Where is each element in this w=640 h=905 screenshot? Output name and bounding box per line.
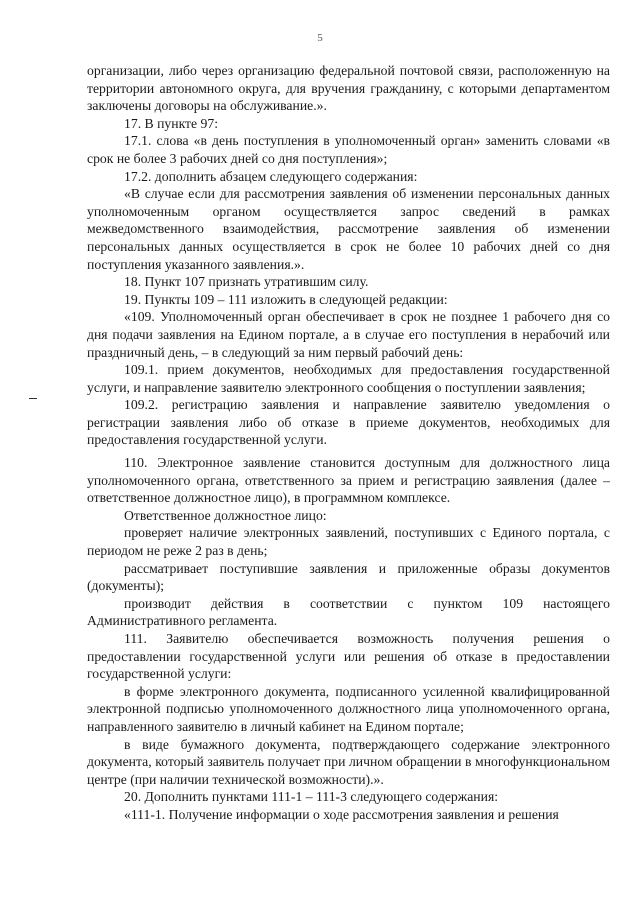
- scan-artifact-mark: [29, 398, 37, 399]
- page-number: 5: [317, 32, 323, 44]
- paragraph-item-19: 19. Пункты 109 – 111 изложить в следующей редакции:: [124, 291, 448, 307]
- paragraph-item-109-2: 109.2. регистрацию заявления и направление заявителю уведомления о регистрации заявления либо об отказе в приеме документов, необходимых для предоставления государственной услуги.: [87, 397, 610, 448]
- paragraph-item-20: 20. Дополнить пунктами 111-1 – 111-3 следующего содержания:: [124, 789, 499, 805]
- paragraph-checks-applications: проверяет наличие электронных заявлений, поступивших с Единого портала, с периодом не реже 2 раз в день;: [87, 525, 610, 559]
- paragraph-item-111-1: «111-1. Получение информации о ходе рассмотрения заявления и решения: [124, 806, 559, 822]
- paragraph-paper-form: в виде бумажного документа, подтверждающего содержание электронного документа, который заявитель получает при личном обращении в многофункциональном центре (при наличии технической возможности).».: [87, 736, 610, 787]
- paragraph-quote-personal-data: «В случае если для рассмотрения заявления об изменении персональных данных уполномоченным органом осуществляется запрос сведений в рамках межведомственного взаимодействия, рассмотрение заявления об изменении персональных данных осуществляется в срок не более 10 рабочих дней со дня поступления указанного заявления.».: [87, 186, 610, 272]
- paragraph-reviews-applications: рассматривает поступившие заявления и приложенные образы документов (документы);: [87, 560, 610, 594]
- paragraph-item-17-2: 17.2. дополнить абзацем следующего содержания:: [124, 168, 418, 184]
- paragraph-item-110: 110. Электронное заявление становится доступным для должностного лица уполномоченного органа, ответственного за прием и регистрацию заявления (далее – ответственное должностное лицо), в программном комплексе.: [87, 455, 610, 506]
- document-body: [87, 62, 610, 824]
- paragraph-item-17: 17. В пункте 97:: [124, 115, 219, 131]
- paragraph-item-109: «109. Уполномоченный орган обеспечивает в срок не позднее 1 рабочего дня со дня подачи заявления на Едином портале, а в случае его поступления в нерабочий или праздничный день, – в следующий за ним первый рабочий день:: [87, 309, 610, 360]
- paragraph-item-109-1: 109.1. прием документов, необходимых для предоставления государственной услуги, и направление заявителю электронного сообщения о поступлении заявления;: [87, 362, 610, 395]
- paragraph-item-17-1: 17.1. слова «в день поступления в уполномоченный орган» заменить словами «в срок не более 3 рабочих дней со дня поступления»;: [87, 133, 610, 166]
- paragraph-item-111: 111. Заявителю обеспечивается возможность получения решения о предоставлении государственной услуги или решения об отказе в предоставлении государственной услуги:: [87, 631, 610, 682]
- paragraph-responsible-official: Ответственное должностное лицо:: [124, 507, 327, 523]
- paragraph-electronic-form: в форме электронного документа, подписанного усиленной квалифицированной электронной подписью уполномоченного должностного лица уполномоченного органа, направленного заявителю в личный кабинет на Едином портале;: [87, 683, 610, 734]
- paragraph-continuation: организации, либо через организацию федеральной почтовой связи, расположенную на территории автономного округа, для вручения гражданину, с которыми департаментом заключены договоры на обслуживание.».: [87, 63, 610, 114]
- paragraph-performs-actions: производит действия в соответствии с пунктом 109 настоящего Административного регламента.: [87, 595, 610, 629]
- paragraph-item-18: 18. Пункт 107 признать утратившим силу.: [124, 274, 369, 290]
